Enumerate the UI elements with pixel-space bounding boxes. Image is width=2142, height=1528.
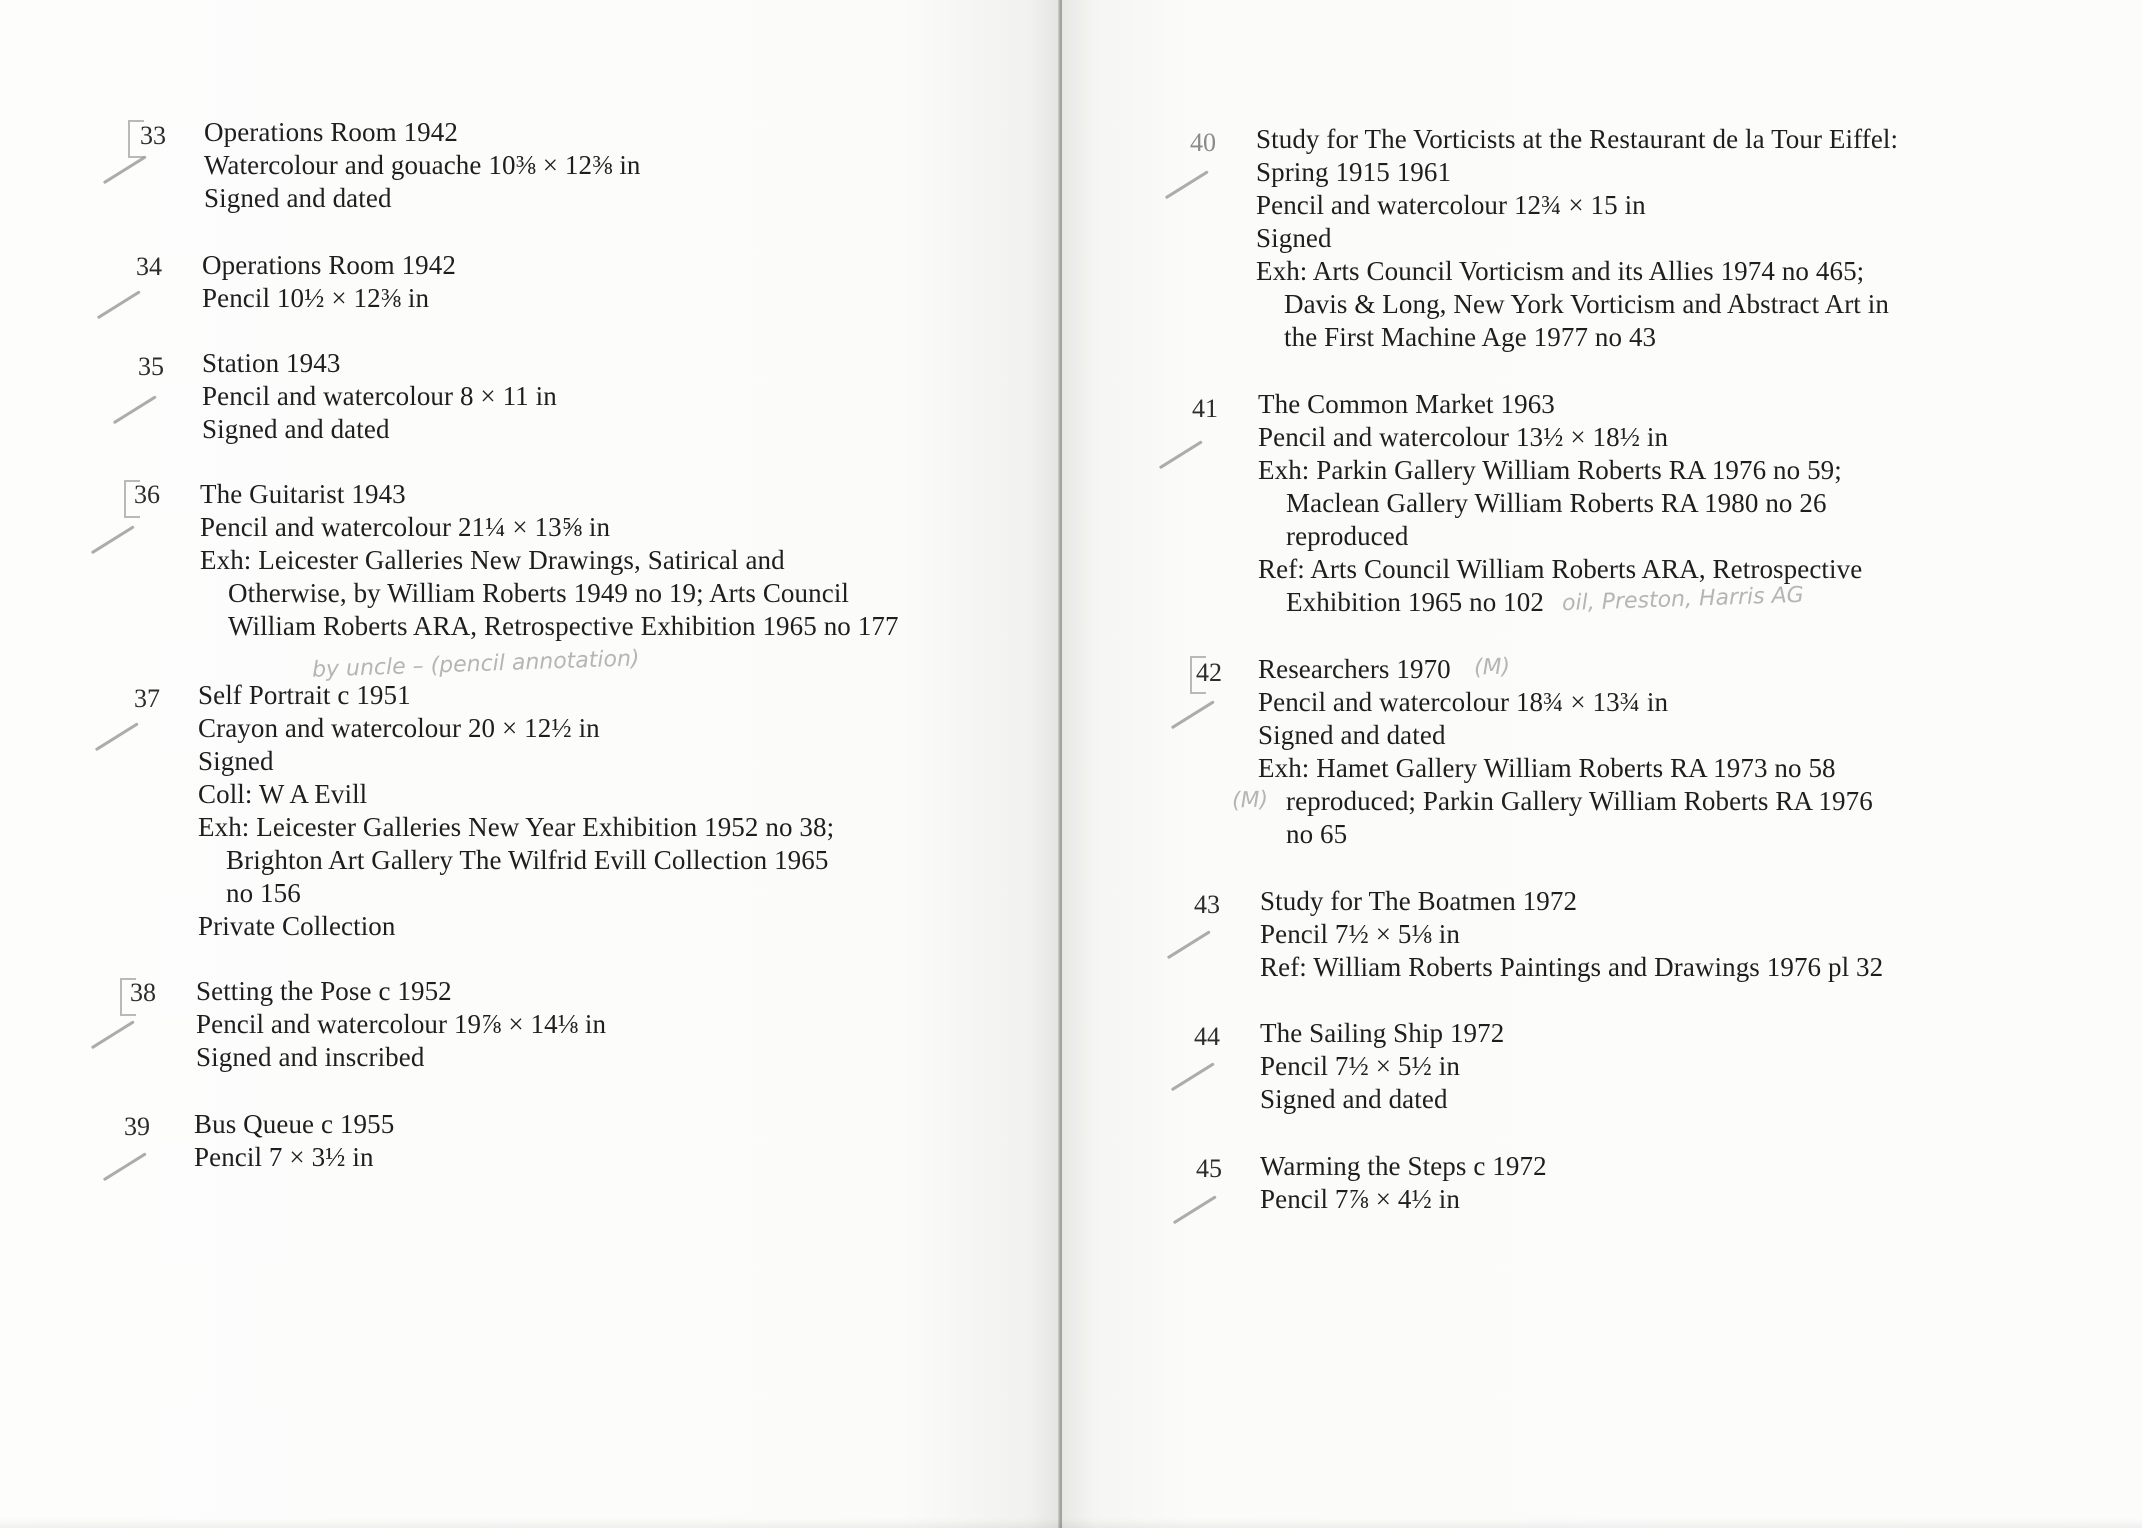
- entry-title: The Common Market 1963: [1258, 389, 1555, 419]
- entry-medium: Pencil and watercolour 18¾ × 13¾ in: [1258, 687, 1669, 717]
- entry-exhibition: Exh: Arts Council Vorticism and its Allies 1974 no 465;: [1256, 256, 1865, 286]
- pencil-tick-mark: [1165, 170, 1209, 199]
- entry-reference: Ref: Arts Council William Roberts ARA, Retrospective: [1258, 554, 1863, 584]
- entry-title: Self Portrait c 1951: [198, 680, 411, 710]
- entry-medium: Pencil and watercolour 19⅞ × 14⅛ in: [196, 1009, 607, 1039]
- entry-number: 41: [1192, 394, 1218, 423]
- entry-number: 44: [1194, 1022, 1220, 1051]
- scan-shadow: [0, 1518, 2142, 1528]
- entry-owner: Private Collection: [198, 911, 396, 941]
- pencil-tick-mark: [1173, 1195, 1217, 1224]
- right-page: [1062, 0, 2142, 1528]
- entry-title: Study for The Vorticists at the Restaurant de la Tour Eiffel:: [1256, 124, 1899, 154]
- entry-note: Signed and dated: [204, 183, 392, 213]
- entry-number: 37: [134, 684, 160, 713]
- entry-note: Signed and dated: [202, 414, 390, 444]
- entry-note: Signed and inscribed: [196, 1042, 425, 1072]
- entry-note: Signed: [198, 746, 274, 776]
- entry-number: 42: [1196, 658, 1222, 687]
- entry-title: Operations Room 1942: [204, 117, 458, 147]
- pencil-tick-mark: [95, 722, 139, 751]
- entry-exhibition: Exh: Leicester Galleries New Year Exhibition 1952 no 38;: [198, 812, 835, 842]
- entry-title: Researchers 1970: [1258, 654, 1451, 684]
- entry-title: The Sailing Ship 1972: [1260, 1018, 1505, 1048]
- entry-title: Study for The Boatmen 1972: [1260, 886, 1578, 916]
- pencil-tick-mark: [91, 1020, 135, 1049]
- entry-medium: Pencil and watercolour 21¼ × 13⅝ in: [200, 512, 611, 542]
- entry-title: Operations Room 1942: [202, 250, 456, 280]
- entry-exhibition-continued: Otherwise, by William Roberts 1949 no 19; Arts Council: [228, 578, 850, 608]
- entry-exhibition-continued: Brighton Art Gallery The Wilfrid Evill Collection 1965: [226, 845, 829, 875]
- entry-exhibition-continued: Davis & Long, New York Vorticism and Abstract Art in: [1284, 289, 1889, 319]
- entry-reference: Ref: William Roberts Paintings and Drawings 1976 pl 32: [1260, 952, 1884, 982]
- pencil-tick-mark: [103, 1152, 147, 1181]
- pencil-annotation: oil, Preston, Harris AG: [1561, 582, 1805, 617]
- pencil-tick-mark: [1171, 700, 1215, 729]
- entry-number: 38: [130, 978, 156, 1007]
- entry-number: 34: [136, 252, 162, 281]
- entry-exhibition: Exh: Leicester Galleries New Drawings, Satirical and: [200, 545, 785, 575]
- left-page: [0, 0, 1062, 1528]
- entry-medium: Watercolour and gouache 10⅜ × 12⅜ in: [204, 150, 641, 180]
- entry-exhibition-continued: no 156: [226, 878, 301, 908]
- entry-exhibition-continued: William Roberts ARA, Retrospective Exhibition 1965 no 177: [228, 611, 899, 641]
- pencil-tick-mark: [113, 395, 157, 424]
- entry-exhibition-continued: reproduced: [1286, 521, 1409, 551]
- pencil-tick-mark: [1171, 1062, 1215, 1091]
- entry-exhibition-continued: no 65: [1286, 819, 1348, 849]
- entry-medium: Pencil and watercolour 13½ × 18½ in: [1258, 422, 1669, 452]
- entry-number: 43: [1194, 890, 1220, 919]
- entry-exhibition: Exh: Hamet Gallery William Roberts RA 1973 no 58: [1258, 753, 1836, 783]
- entry-number: 39: [124, 1112, 150, 1141]
- entry-number: 35: [138, 352, 164, 381]
- pencil-annotation: by uncle – (pencil annotation): [311, 646, 640, 683]
- entry-medium: Pencil 7⅞ × 4½ in: [1260, 1184, 1460, 1214]
- entry-note: Signed and dated: [1260, 1084, 1448, 1114]
- entry-note: Signed and dated: [1258, 720, 1446, 750]
- entry-title: Warming the Steps c 1972: [1260, 1151, 1547, 1181]
- pencil-annotation: (M): [1231, 787, 1269, 814]
- pencil-tick-mark: [91, 525, 135, 554]
- entry-title: Bus Queue c 1955: [194, 1109, 395, 1139]
- pencil-tick-mark: [1159, 440, 1203, 469]
- entry-number: 36: [134, 480, 160, 509]
- entry-title-continued: Spring 1915 1961: [1256, 157, 1452, 187]
- entry-medium: Pencil and watercolour 8 × 11 in: [202, 381, 557, 411]
- entry-medium: Pencil and watercolour 12¾ × 15 in: [1256, 190, 1646, 220]
- entry-medium: Pencil 7 × 3½ in: [194, 1142, 374, 1172]
- entry-exhibition-continued: the First Machine Age 1977 no 43: [1284, 322, 1657, 352]
- pencil-tick-mark: [103, 155, 147, 184]
- entry-exhibition-continued: Maclean Gallery William Roberts RA 1980 no 26: [1286, 488, 1827, 518]
- entry-medium: Pencil 7½ × 5⅛ in: [1260, 919, 1460, 949]
- pencil-tick-mark: [97, 290, 141, 319]
- entry-number: 40: [1190, 128, 1216, 157]
- entry-medium: Crayon and watercolour 20 × 12½ in: [198, 713, 600, 743]
- pencil-tick-mark: [1167, 930, 1211, 959]
- entry-number: 45: [1196, 1154, 1222, 1183]
- entry-reference-continued: Exhibition 1965 no 102: [1286, 587, 1544, 617]
- entry-exhibition-continued: reproduced; Parkin Gallery William Roberts RA 1976: [1286, 786, 1873, 816]
- entry-medium: Pencil 7½ × 5½ in: [1260, 1051, 1460, 1081]
- entry-collection: Coll: W A Evill: [198, 779, 368, 809]
- entry-title: Setting the Pose c 1952: [196, 976, 452, 1006]
- entry-exhibition: Exh: Parkin Gallery William Roberts RA 1976 no 59;: [1258, 455, 1842, 485]
- entry-title: Station 1943: [202, 348, 341, 378]
- pencil-annotation: (M): [1473, 654, 1511, 681]
- entry-medium: Pencil 10½ × 12⅜ in: [202, 283, 430, 313]
- entry-title: The Guitarist 1943: [200, 479, 406, 509]
- entry-note: Signed: [1256, 223, 1332, 253]
- entry-number: 33: [140, 121, 166, 150]
